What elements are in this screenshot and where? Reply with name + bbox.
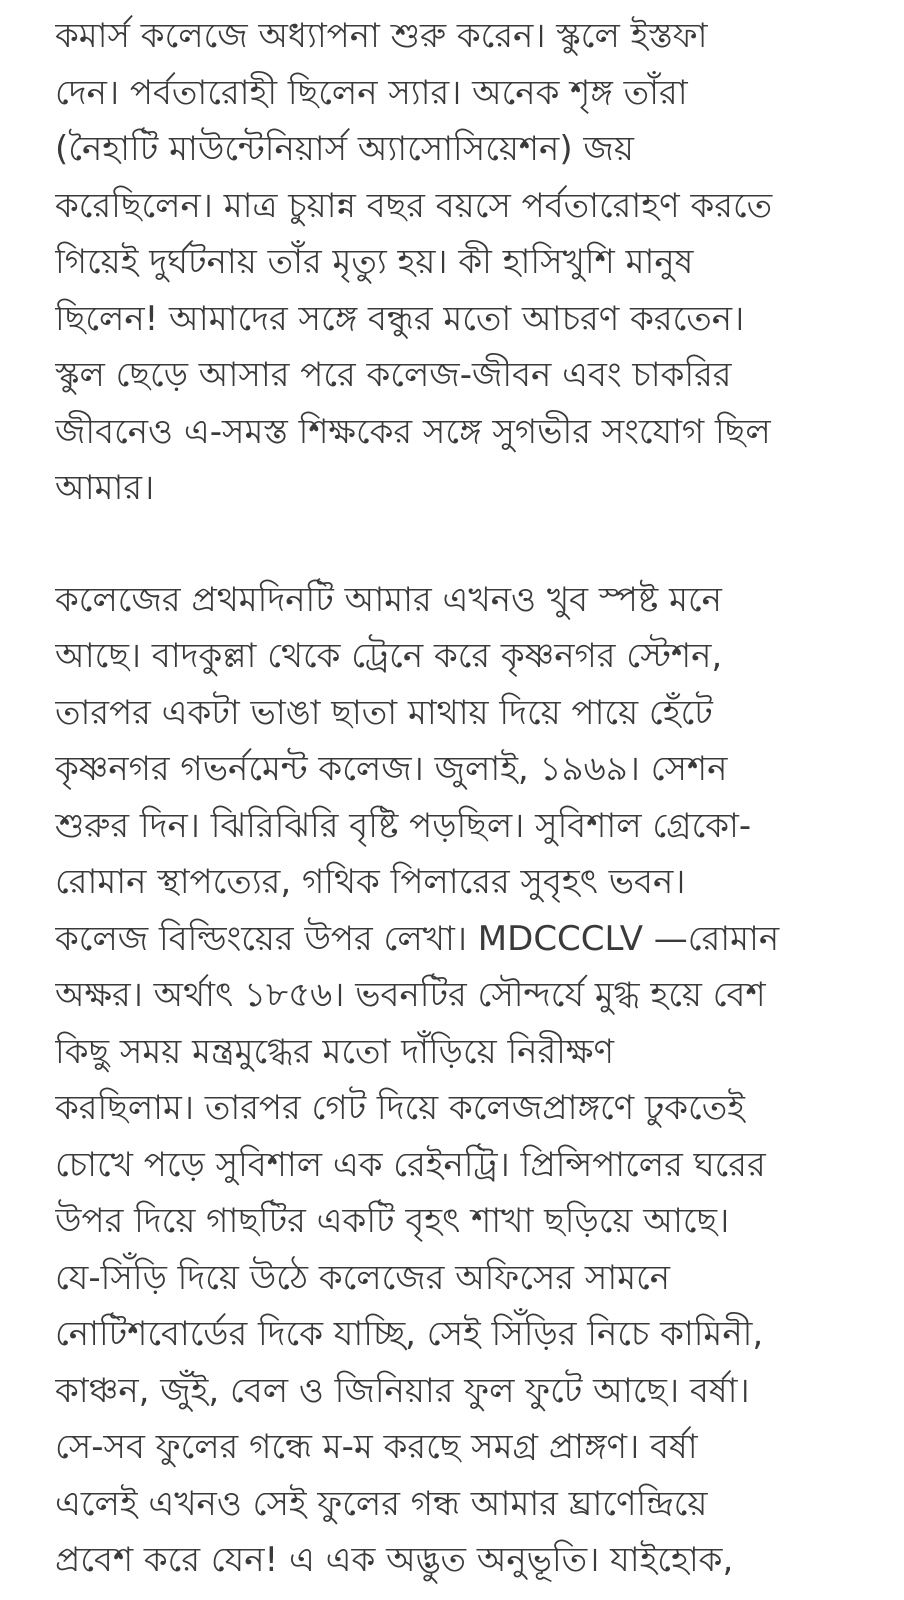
text-line: স্কুল ছেড়ে আসার পরে কলেজ-জীবন এবং চাকরির [55,355,732,395]
text-line: চোখে পড়ে সুবিশাল এক রেইনট্রি। প্রিন্সিপালের ঘরের [55,1144,766,1185]
text-line: কলেজের প্রথমদিনটি আমার এখনও খুব স্পষ্ট মনে [55,579,722,620]
text-line: আমার। [55,468,155,508]
paragraph-spacer [55,517,855,572]
paragraph-1 [55,8,855,517]
text-line: আছে। বাদকুল্লা থেকে ট্রেনে করে কৃষ্ণনগর স্টেশন, [55,636,723,676]
text-line: এলেই এখনও সেই ফুলের গন্ধ আমার ঘ্রাণেন্দ্রিয়ে [55,1483,708,1524]
text-line: কলেজ বিল্ডিংয়ের উপর লেখা। MDCCCLV —রোমান [55,918,780,959]
text-line: প্রবেশ করে যেন! এ এক অদ্ভুত অনুভূতি। যাইহোক, [55,1540,734,1580]
text-line: করছিলাম। তারপর গেট দিয়ে কলেজপ্রাঙ্গণে ঢুকতেই [55,1088,745,1128]
text-line: যে-সিঁড়ি দিয়ে উঠে কলেজের অফিসের সামনে [55,1257,671,1298]
text-line: কমার্স কলেজে অধ্যাপনা শুরু করেন। স্কুলে ইস্তফা [55,16,708,56]
text-line: কিছু সময় মন্ত্রমুগ্ধের মতো দাঁড়িয়ে নিরীক্ষণ [55,1031,614,1072]
text-line: শুরুর দিন। ঝিরিঝিরি বৃষ্টি পড়ছিল। সুবিশাল গ্রেকো- [55,805,752,846]
text-line: সে-সব ফুলের গন্ধে ম-ম করছে সমগ্র প্রাঙ্গণ। বর্ষা [55,1427,698,1467]
text-line: তারপর একটা ভাঙা ছাতা মাথায় দিয়ে পায়ে হেঁটে [55,692,713,733]
text-line: গিয়েই দুর্ঘটনায় তাঁর মৃত্যু হয়। কী হাসিখুশি মানুষ [55,242,694,282]
text-line: অক্ষর। অর্থাৎ ১৮৫৬। ভবনটির সৌন্দর্যে মুগ্ধ হয়ে বেশ [55,975,766,1015]
article-body [55,8,855,1589]
text-line: করেছিলেন। মাত্র চুয়ান্ন বছর বয়সে পর্বতারোহণ করতে [55,185,773,226]
text-line: দেন। পর্বতারোহী ছিলেন স্যার। অনেক শৃঙ্গ তাঁরা [55,72,688,113]
text-line: নোটিশবোর্ডের দিকে যাচ্ছি, সেই সিঁড়ির নিচে কামিনী, [55,1314,764,1354]
text-line: ছিলেন! আমাদের সঙ্গে বন্ধুর মতো আচরণ করতেন। [55,298,745,339]
text-line: উপর দিয়ে গাছটির একটি বৃহৎ শাখা ছড়িয়ে আছে। [55,1201,730,1241]
text-line: কাঞ্চন, জুঁই, বেল ও জিনিয়ার ফুল ফুটে আছে। বর্ষা। [55,1370,750,1411]
text-line: কৃষ্ণনগর গভর্নমেন্ট কলেজ। জুলাই, ১৯৬৯। সেশন [55,749,728,789]
paragraph-2 [55,572,855,1589]
text-line: জীবনেও এ-সমস্ত শিক্ষকের সঙ্গে সুগভীর সংযোগ ছিল [55,411,771,452]
text-line: (নৈহাটি মাউন্টেনিয়ার্স অ্যাসোসিয়েশন) জয় [55,129,634,169]
text-line: রোমান স্থাপত্যের, গথিক পিলারের সুবৃহৎ ভবন। [55,862,686,902]
